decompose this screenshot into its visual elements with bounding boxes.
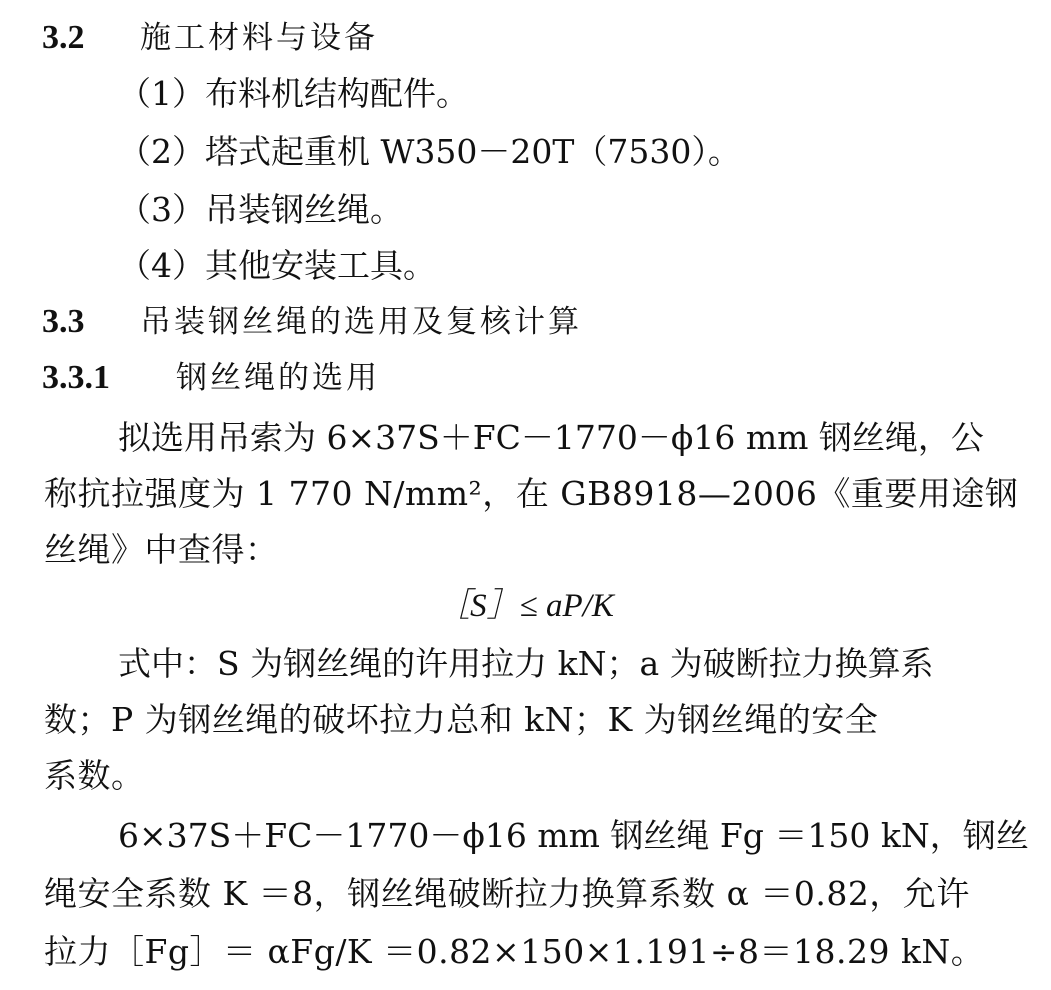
paragraph-line: 数；P 为钢丝绳的破坏拉力总和 kN；K 为钢丝绳的安全 [44,700,879,739]
formula: ［S］≤ aP/K [437,588,614,624]
list-item: （4）其他安装工具。 [118,246,436,285]
section-number: 3.3 [42,303,85,340]
section-title: 施工材料与设备 [140,20,378,56]
section-title: 吊装钢丝绳的选用及复核计算 [140,304,582,340]
paragraph-line: 6×37S＋FC－1770－ϕ16 mm 钢丝绳 Fg ＝150 kN，钢丝 [118,816,1029,855]
section-number: 3.2 [42,19,85,56]
paragraph-line: 丝绳》中查得： [44,530,279,569]
section-number: 3.3.1 [42,359,110,396]
paragraph-line: 拟选用吊索为 6×37S＋FC－1770－ϕ16 mm 钢丝绳，公 [118,418,984,457]
list-item: （2）塔式起重机 W350－20T（7530）。 [118,132,741,171]
paragraph-line: 式中：S 为钢丝绳的许用拉力 kN；a 为破断拉力换算系 [118,644,934,683]
paragraph-line: 系数。 [44,756,145,795]
paragraph-line: 绳安全系数 K ＝8，钢丝绳破断拉力换算系数 α ＝0.82，允许 [44,874,970,913]
paragraph-line: 称抗拉强度为 1 770 N/mm²，在 GB8918—2006《重要用途钢 [44,474,1019,513]
list-item: （3）吊装钢丝绳。 [118,190,403,229]
paragraph-line: 拉力［Fg］＝ αFg/K ＝0.82×150×1.191÷8＝18.29 kN。 [44,932,985,971]
section-title: 钢丝绳的选用 [176,360,380,396]
list-item: （1）布料机结构配件。 [118,74,469,113]
